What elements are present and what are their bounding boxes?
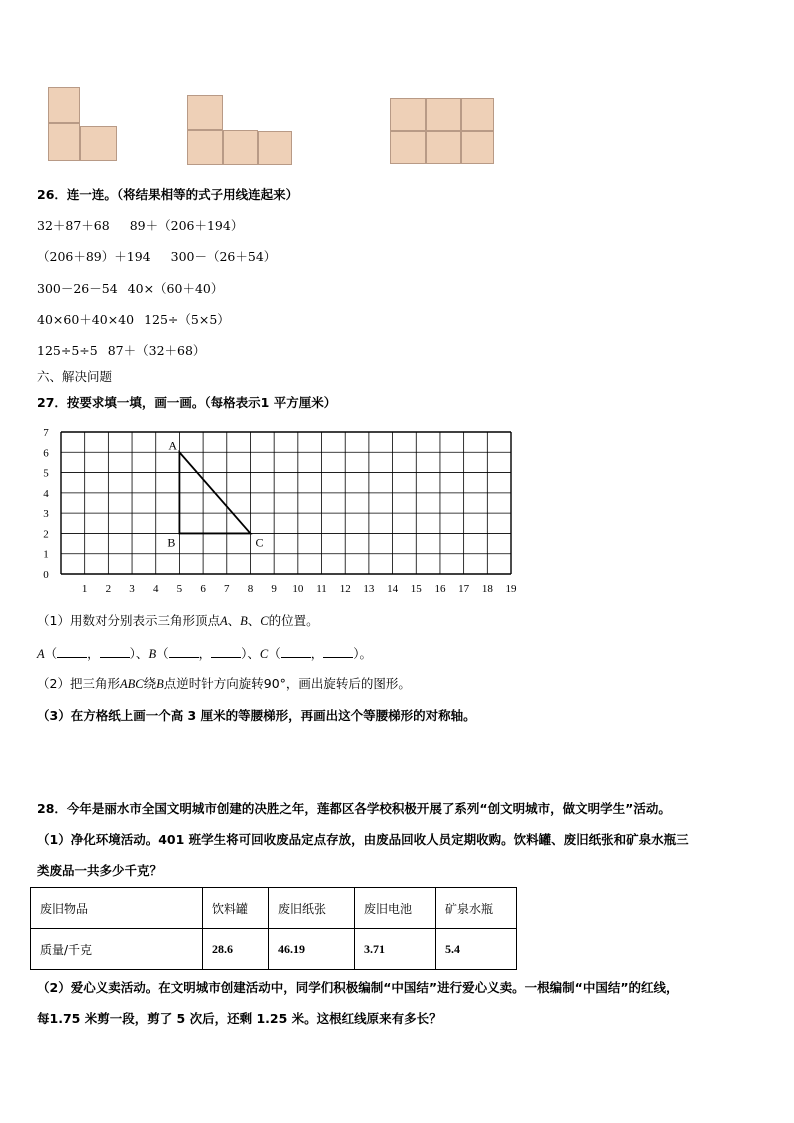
- q26-row: [37, 220, 243, 233]
- waste-table: [30, 887, 517, 970]
- x-tick-label: 16: [434, 583, 446, 595]
- table-header: 废旧纸张: [269, 888, 355, 929]
- expression-left: 32＋87＋68: [37, 218, 110, 233]
- q26-row: [37, 314, 230, 327]
- x-tick-label: 15: [410, 583, 422, 595]
- y-tick-label: 2: [43, 528, 49, 541]
- table-header: 废旧物品: [31, 888, 203, 929]
- vertex-label: B: [167, 535, 176, 550]
- q26-title: 26．连一连。（将结果相等的式子用线连起来）: [37, 187, 299, 202]
- x-tick-label: 17: [458, 583, 470, 595]
- sub2-mid: 绕: [143, 676, 157, 691]
- grid-lines: [61, 432, 511, 574]
- x-tick-label: 1: [81, 583, 88, 595]
- table-row: [31, 929, 517, 970]
- square-block: [187, 130, 223, 165]
- answer-blank[interactable]: [211, 647, 241, 658]
- triangle-abc: [167, 438, 263, 549]
- table-header: 废旧电池: [355, 888, 436, 929]
- expression-left: 300－26－54: [37, 281, 118, 296]
- sub1-text: （1）用数对分别表示三角形顶点: [37, 613, 220, 628]
- x-tick-label: 6: [200, 583, 206, 595]
- answer-blanks: A（ ， ）、B（ ， ）、C（ ， ）。: [37, 646, 373, 661]
- table-header: 饮料罐: [203, 888, 269, 929]
- point-c-label: C: [260, 614, 269, 628]
- x-tick-label: 7: [224, 583, 230, 595]
- q28-title: 28．今年是丽水市全国文明城市创建的决胜之年，莲都区各学校积极开展了系列“创文明城市，做文明学生”活动。: [37, 801, 671, 816]
- q28-sub1-line1: （1）净化环境活动。401 班学生将可回收废品定点存放，由废品回收人员定期收购。饮料罐、废旧纸张和矿泉水瓶三: [37, 832, 689, 847]
- x-tick-label: 4: [152, 583, 159, 595]
- q27-sub2: [37, 678, 411, 691]
- x-tick-label: 12: [339, 583, 351, 595]
- y-tick-label: 4: [43, 487, 49, 500]
- table-cell: 5.4: [436, 929, 517, 970]
- square-block: [80, 126, 117, 161]
- expression-right: 87＋（32＋68）: [107, 343, 206, 358]
- square-block: [258, 131, 292, 165]
- expression-left: 125÷5÷5: [37, 343, 98, 358]
- answer-blank[interactable]: [57, 647, 87, 658]
- table-cell: 46.19: [269, 929, 355, 970]
- sub1-tail: 的位置。: [268, 613, 319, 628]
- point-b-label: B: [240, 614, 248, 628]
- answer-blank[interactable]: [100, 647, 130, 658]
- sub2-tail: 点逆时针方向旋转90°，画出旋转后的图形。: [163, 676, 411, 691]
- y-tick-label: 6: [43, 447, 49, 460]
- q26-row: [37, 251, 276, 264]
- table-header: 矿泉水瓶: [436, 888, 517, 929]
- square-block: [187, 95, 223, 130]
- vertex-label: C: [255, 535, 264, 550]
- point-b-label: B: [148, 647, 157, 661]
- square-block: [390, 131, 426, 164]
- x-tick-label: 5: [176, 583, 183, 595]
- y-tick-label: 7: [43, 427, 49, 439]
- coordinate-grid: [0, 420, 794, 620]
- y-tick-label: 3: [43, 508, 49, 521]
- table-row-label: 质量/千克: [31, 929, 203, 970]
- expression-left: （206＋89）＋194: [37, 249, 151, 264]
- y-tick-label: 1: [43, 548, 49, 561]
- answer-blank[interactable]: [281, 647, 311, 658]
- square-block: [48, 123, 80, 161]
- point-a-label: A: [219, 614, 228, 628]
- square-block: [461, 98, 494, 131]
- x-tick-label: 10: [292, 583, 304, 595]
- q26-row: [37, 283, 223, 296]
- triangle-name: ABC: [119, 677, 144, 691]
- q28-sub2-line1: （2）爱心义卖活动。在文明城市创建活动中，同学们积极编制“中国结”进行爱心义卖。一根编制“中国结”的红线，: [37, 980, 679, 995]
- table-cell: 28.6: [203, 929, 269, 970]
- x-tick-label: 14: [387, 583, 399, 595]
- x-tick-label: 8: [247, 583, 254, 595]
- q28-sub2-line2: 每1.75 米剪一段，剪了 5 次后，还剩 1.25 米。这根红线原来有多长？: [37, 1011, 442, 1026]
- x-tick-label: 11: [316, 583, 327, 595]
- answer-blank[interactable]: [323, 647, 353, 658]
- section-heading: 六、解决问题: [37, 369, 113, 384]
- x-tick-label: 13: [363, 583, 375, 595]
- sub2-prefix: （2）把三角形: [37, 676, 120, 691]
- x-tick-label: 9: [271, 583, 277, 595]
- q28-sub1-line2: 类废品一共多少千克？: [37, 863, 163, 878]
- answer-blank[interactable]: [169, 647, 199, 658]
- square-block: [461, 131, 494, 164]
- x-tick-label: 19: [505, 583, 517, 595]
- table-header-row: [31, 888, 517, 929]
- square-block: [426, 98, 461, 131]
- expression-left: 40×60＋40×40: [37, 312, 135, 327]
- q27-sub3: （3）在方格纸上画一个高 3 厘米的等腰梯形，再画出这个等腰梯形的对称轴。: [37, 708, 476, 723]
- x-tick-label: 3: [129, 583, 135, 595]
- expression-right: 40×（60＋40）: [127, 281, 224, 296]
- x-tick-label: 18: [481, 583, 493, 595]
- y-tick-label: 0: [43, 569, 49, 581]
- square-block: [390, 98, 426, 131]
- point-a-label: A: [37, 647, 45, 661]
- rotation-point: B: [156, 677, 164, 691]
- y-tick-label: 5: [43, 467, 49, 480]
- q27-sub1: （1）用数对分别表示三角形顶点A、B、C的位置。: [37, 613, 319, 628]
- q27-title: 27．按要求填一填，画一画。（每格表示1 平方厘米）: [37, 395, 337, 410]
- q26-row: [37, 345, 205, 358]
- square-block: [223, 130, 258, 165]
- expression-right: 125÷（5×5）: [144, 312, 230, 327]
- expression-right: 300－（26＋54）: [170, 249, 277, 264]
- expression-right: 89＋（206＋194）: [129, 218, 244, 233]
- square-block: [426, 131, 461, 164]
- square-block: [48, 87, 80, 123]
- vertex-label: A: [168, 438, 178, 453]
- table-cell: 3.71: [355, 929, 436, 970]
- x-tick-label: 2: [105, 583, 112, 595]
- point-c-label: C: [259, 647, 269, 661]
